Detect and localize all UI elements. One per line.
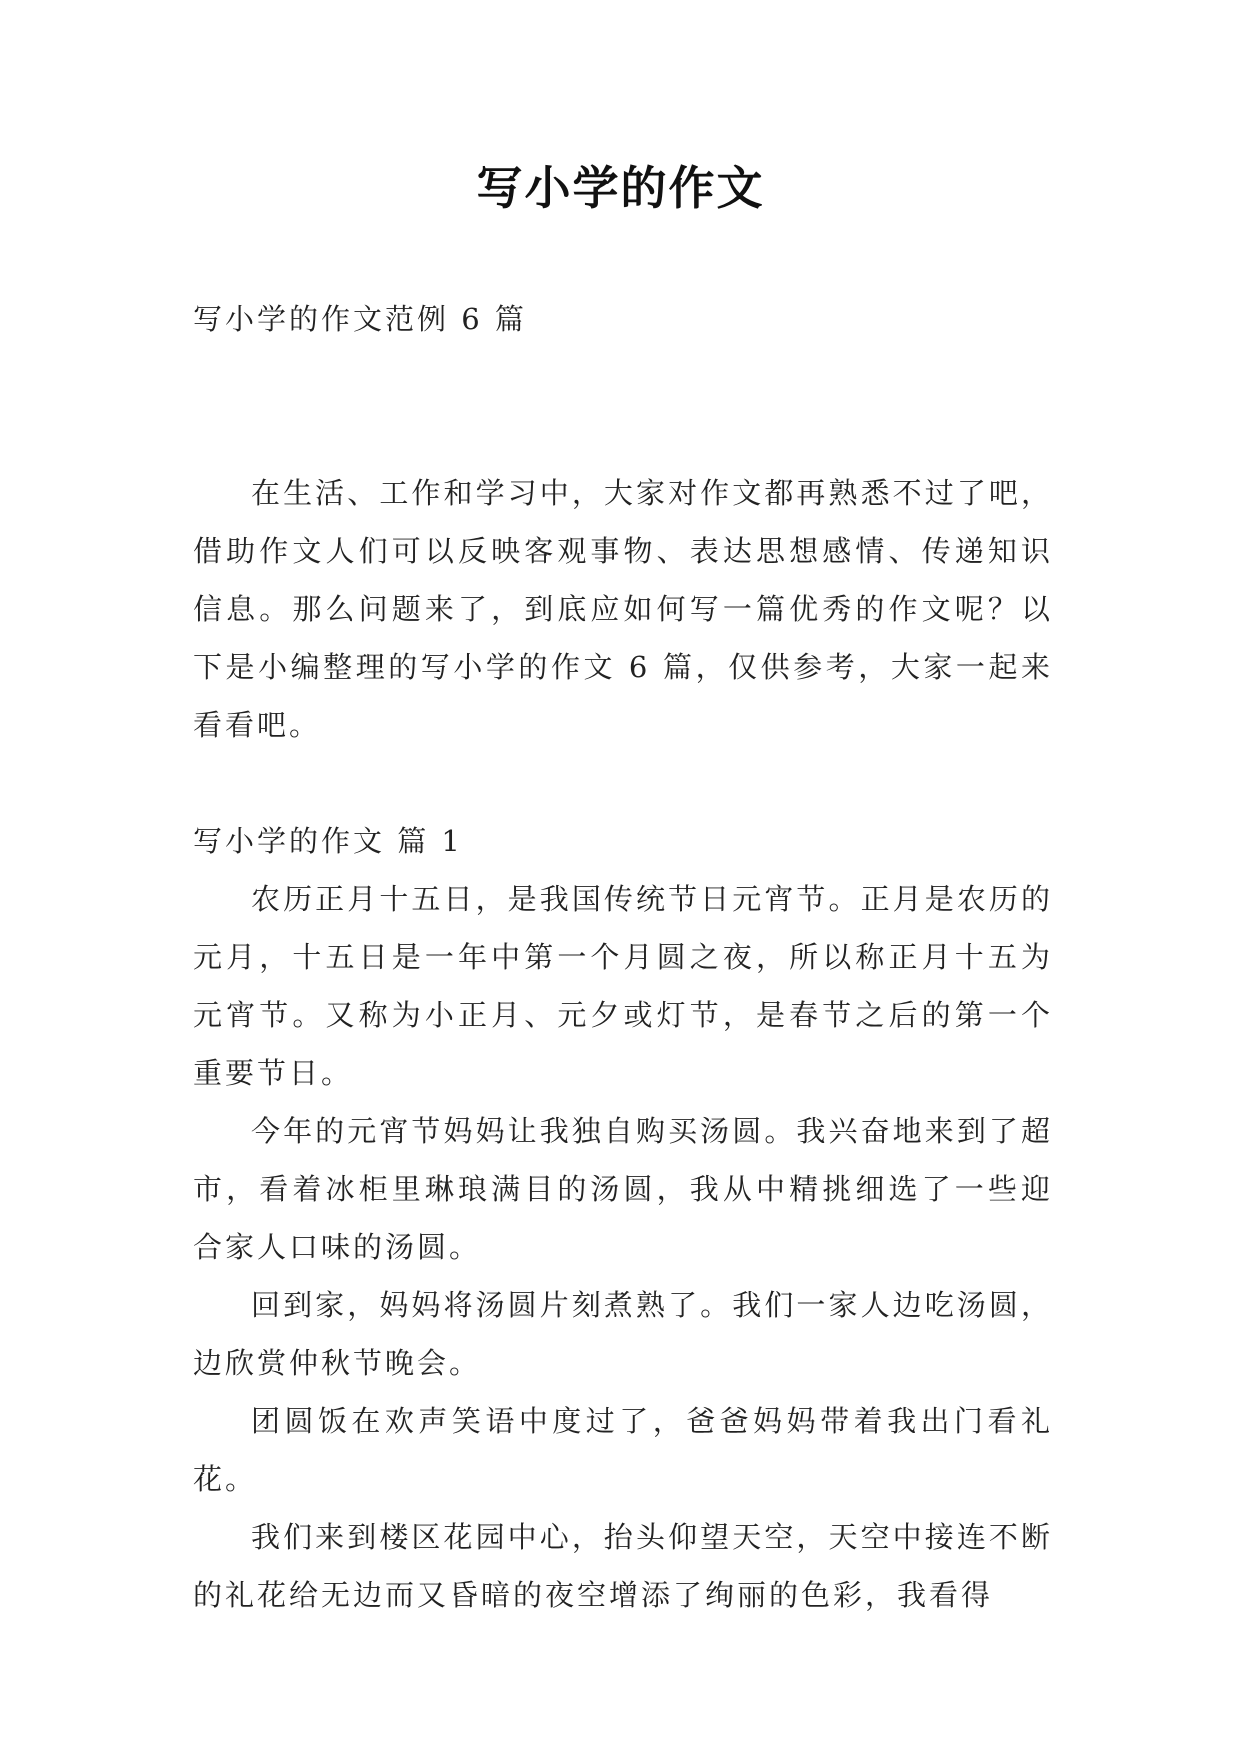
- body-paragraph: 今年的元宵节妈妈让我独自购买汤圆。我兴奋地来到了超市，看着冰柜里琳琅满目的汤圆，我从中精挑细选了一些迎合家人口味的汤圆。: [193, 1114, 1053, 1264]
- section-heading: 写小学的作文 篇 1: [193, 824, 463, 858]
- intro-paragraph: 在生活、工作和学习中，大家对作文都再熟悉不过了吧，借助作文人们可以反映客观事物、表达思想感情、传递知识信息。那么问题来了，到底应如何写一篇优秀的作文呢？以下是小编整理的写小学的作文 6 篇，仅供参考，大家一起来看看吧。: [193, 476, 1053, 742]
- body-paragraph: 农历正月十五日，是我国传统节日元宵节。正月是农历的元月，十五日是一年中第一个月圆之夜，所以称正月十五为元宵节。又称为小正月、元夕或灯节，是春节之后的第一个重要节日。: [193, 882, 1053, 1090]
- body-paragraph: 我们来到楼区花园中心，抬头仰望天空，天空中接连不断的礼花给无边而又昏暗的夜空增添了绚丽的色彩，我看得: [193, 1520, 1053, 1612]
- body-paragraph: 回到家，妈妈将汤圆片刻煮熟了。我们一家人边吃汤圆，边欣赏仲秋节晚会。: [193, 1288, 1053, 1380]
- document-subtitle: 写小学的作文范例 6 篇: [193, 302, 527, 336]
- document-title: 写小学的作文: [476, 161, 765, 215]
- document-body: [193, 290, 1053, 1624]
- body-paragraph: 团圆饭在欢声笑语中度过了，爸爸妈妈带着我出门看礼花。: [193, 1404, 1053, 1496]
